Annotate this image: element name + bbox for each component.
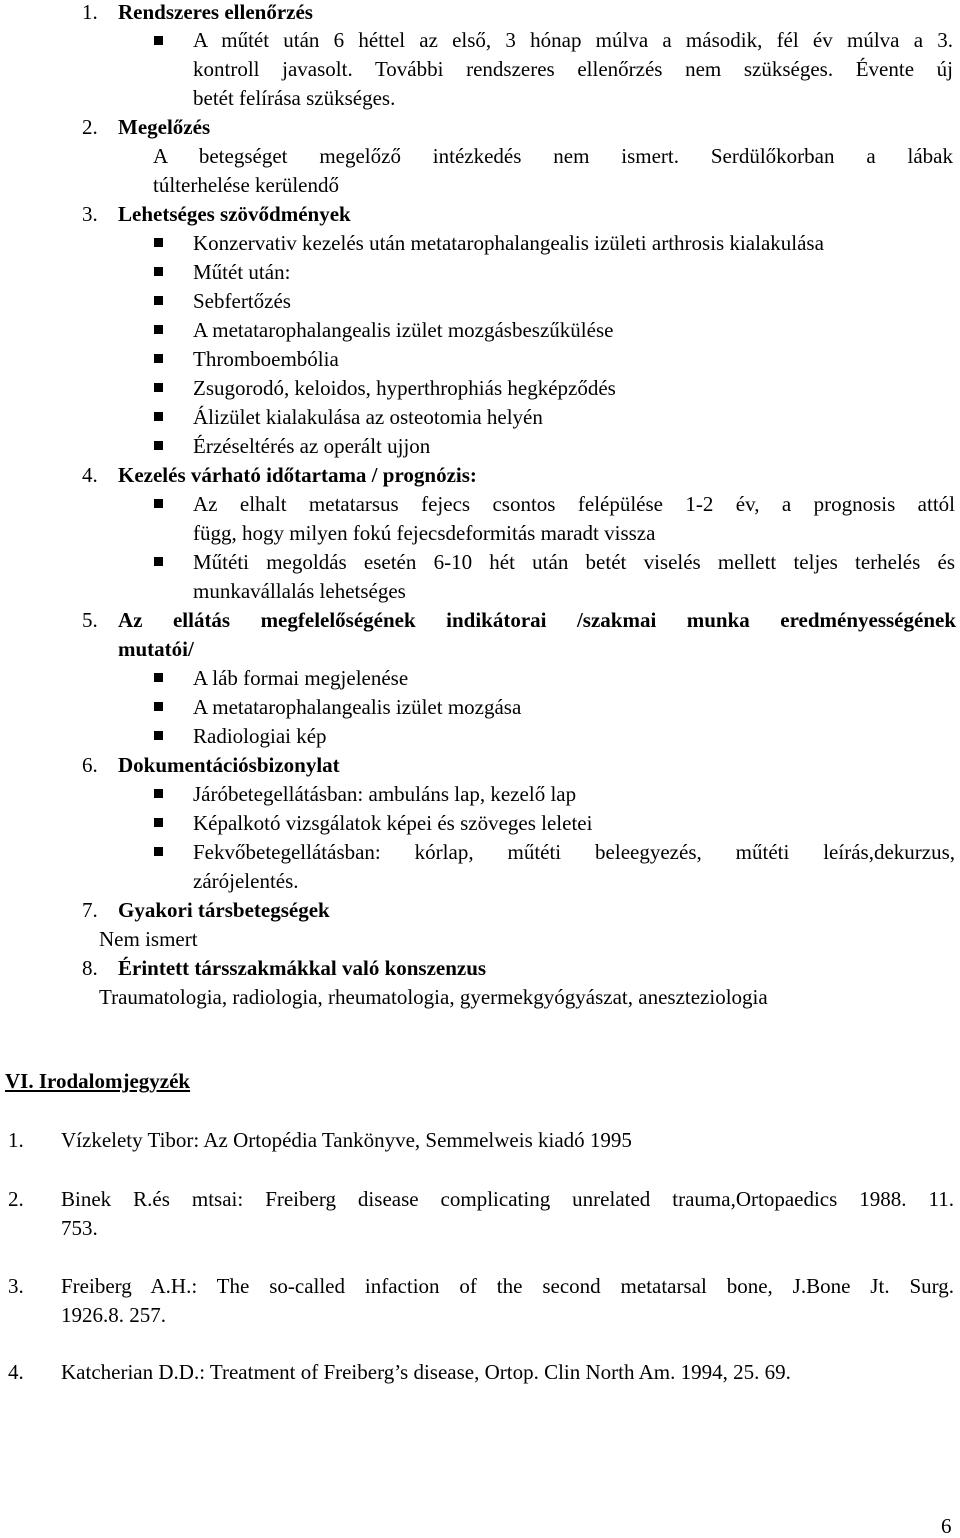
section-number: 7.: [82, 898, 98, 922]
reference-text-continued: 1926.8. 257.: [61, 1303, 166, 1327]
section-number: 8.: [82, 956, 98, 980]
bullet-text: Konzervativ kezelés után metatarophalangealis izületi arthrosis kialakulása: [193, 231, 824, 255]
section-title: Kezelés várható időtartama / prognózis:: [118, 463, 477, 487]
reference-text: Katcherian D.D.: Treatment of Freiberg’s disease, Ortop. Clin North Am. 1994, 25. 69.: [61, 1360, 791, 1384]
section-number: 3.: [82, 202, 98, 226]
section-title: Érintett társszakmákkal való konszenzus: [118, 956, 487, 980]
bullet-icon: [154, 557, 163, 566]
bullet-icon: [154, 354, 163, 363]
bullet-icon: [154, 731, 163, 740]
bullet-icon: [154, 36, 163, 45]
reference-number: 4.: [8, 1360, 24, 1384]
bullet-icon: [154, 847, 163, 856]
bullet-icon: [154, 441, 163, 450]
bullet-text: Járóbetegellátásban: ambuláns lap, kezelő lap: [193, 782, 577, 806]
bullet-icon: [154, 238, 163, 247]
section-text: Nem ismert: [99, 927, 198, 951]
bullet-text: A metatarophalangealis izület mozgásbeszűkülése: [193, 318, 614, 342]
section-number: 6.: [82, 753, 98, 777]
bullet-text: Thromboembólia: [193, 347, 339, 371]
bullet-icon: [154, 296, 163, 305]
bullet-text: A metatarophalangealis izület mozgása: [193, 695, 522, 719]
bullet-text: Érzéseltérés az operált ujjon: [193, 434, 431, 458]
bibliography-title: VI. Irodalomjegyzék: [5, 1069, 191, 1093]
bullet-icon: [154, 325, 163, 334]
reference-number: 2.: [8, 1187, 24, 1211]
reference-text-continued: 753.: [61, 1216, 98, 1240]
bullet-text: Fekvőbetegellátásban: kórlap, műtéti beleegyezés, műtéti leírás,dekurzus,: [193, 840, 955, 864]
reference-text: Freiberg A.H.: The so-called infaction of the second metatarsal bone, J.Bone Jt. Surg.: [61, 1274, 954, 1298]
page-number: 6: [941, 1514, 952, 1538]
bullet-text: Műtét után:: [193, 260, 291, 284]
bullet-text: Műtéti megoldás esetén 6-10 hét után betét viselés mellett teljes terhelés és: [193, 550, 955, 574]
section-text: Traumatologia, radiologia, rheumatologia, gyermekgyógyászat, aneszteziologia: [99, 985, 768, 1009]
bullet-icon: [154, 789, 163, 798]
section-title: Lehetséges szövődmények: [118, 202, 351, 226]
bullet-text: A műtét után 6 héttel az első, 3 hónap múlva a második, fél év múlva a 3.: [193, 28, 953, 52]
bullet-text: Képalkotó vizsgálatok képei és szöveges leletei: [193, 811, 593, 835]
bullet-icon: [154, 412, 163, 421]
section-number: 4.: [82, 463, 98, 487]
bullet-text: zárójelentés.: [193, 869, 299, 893]
section-number: 1.: [82, 0, 98, 24]
bullet-icon: [154, 383, 163, 392]
bullet-text: kontroll javasolt. További rendszeres ellenőrzés nem szükséges. Évente új: [193, 57, 953, 81]
section-title: Az ellátás megfelelőségének indikátorai /szakmai munka eredményességének: [118, 608, 956, 632]
reference-number: 1.: [8, 1128, 24, 1152]
bullet-icon: [154, 702, 163, 711]
bullet-text: Sebfertőzés: [193, 289, 291, 313]
bullet-icon: [154, 499, 163, 508]
section-title-continued: mutatói/: [118, 637, 194, 661]
bullet-icon: [154, 673, 163, 682]
bullet-text: Az elhalt metatarsus fejecs csontos felépülése 1-2 év, a prognosis attól: [193, 492, 955, 516]
bullet-icon: [154, 267, 163, 276]
bullet-text: Zsugorodó, keloidos, hyperthrophiás hegképződés: [193, 376, 616, 400]
section-title: Megelőzés: [118, 115, 211, 139]
section-title: Rendszeres ellenőrzés: [118, 0, 313, 24]
bullet-text: munkavállalás lehetséges: [193, 579, 406, 603]
section-title: Dokumentációsbizonylat: [118, 753, 340, 777]
bullet-text: betét felírása szükséges.: [193, 86, 396, 110]
section-number: 2.: [82, 115, 98, 139]
bullet-text: Álizület kialakulása az osteotomia helyén: [193, 405, 543, 429]
reference-text: Vízkelety Tibor: Az Ortopédia Tankönyve, Semmelweis kiadó 1995: [61, 1128, 632, 1152]
paragraph-text: túlterhelése kerülendő: [153, 173, 340, 197]
paragraph-text: A betegséget megelőző intézkedés nem ismert. Serdülőkorban a lábak: [153, 144, 953, 168]
section-number: 5.: [82, 608, 98, 632]
bullet-icon: [154, 818, 163, 827]
reference-number: 3.: [8, 1274, 24, 1298]
bullet-text: Radiologiai kép: [193, 724, 327, 748]
section-title: Gyakori társbetegségek: [118, 898, 330, 922]
bullet-text: függ, hogy milyen fokú fejecsdeformitás maradt vissza: [193, 521, 656, 545]
bullet-text: A láb formai megjelenése: [193, 666, 409, 690]
reference-text: Binek R.és mtsai: Freiberg disease complicating unrelated trauma,Ortopaedics 1988. 11.: [61, 1187, 954, 1211]
